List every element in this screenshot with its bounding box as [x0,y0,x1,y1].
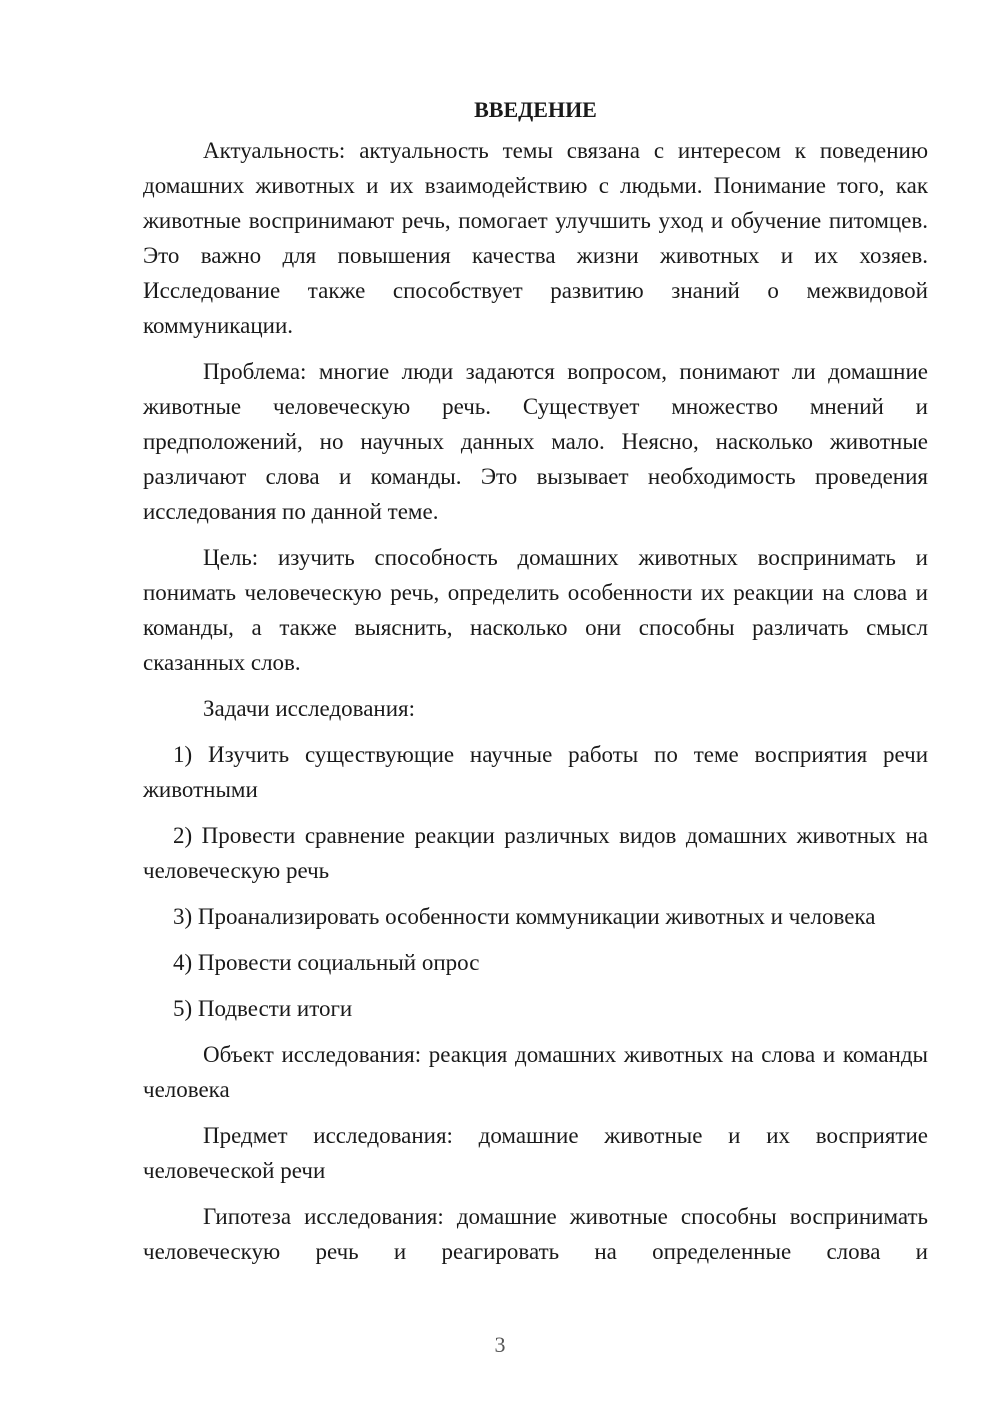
task-item-1: 1) Изучить существующие научные работы по теме восприятия речи животными [143,742,928,802]
page-number: 3 [494,1332,506,1357]
hypothesis-paragraph: Гипотеза исследования: домашние животные способны воспринимать человеческую речь и реагировать на определенные слова и [143,1204,928,1264]
task-item-2: 2) Провести сравнение реакции различных видов домашних животных на человеческую речь [143,823,928,883]
problem-paragraph: Проблема: многие люди задаются вопросом, понимают ли домашние животные человеческую речь. Существует множество мнений и предположений, но научных данных мало. Неясно, насколько животные различают слова и команды. Это вызывает необходимость проведения исследования по данной теме. [143,359,928,524]
section-heading: ВВЕДЕНИЕ [474,97,597,122]
goal-paragraph: Цель: изучить способность домашних животных воспринимать и понимать человеческую речь, определить особенности их реакции на слова и команды, а также выяснить, насколько они способны различать смысл сказанных слов. [143,545,928,675]
task-item-3: 3) Проанализировать особенности коммуникации животных и человека [173,904,876,929]
tasks-title: Задачи исследования: [203,696,416,721]
page-body [143,92,928,1280]
task-item-4: 4) Провести социальный опрос [173,950,480,975]
subject-paragraph: Предмет исследования: домашние животные и их восприятие человеческой речи [143,1123,928,1183]
object-paragraph: Объект исследования: реакция домашних животных на слова и команды человека [143,1042,928,1102]
relevance-paragraph: Актуальность: актуальность темы связана с интересом к поведению домашних животных и их взаимодействию с людьми. Понимание того, как животные воспринимают речь, помогает улучшить уход и обучение питомцев. Это важно для повышения качества жизни животных и их хозяев. Исследование также способствует развитию знаний о межвидовой коммуникации. [143,138,928,338]
task-item-5: 5) Подвести итоги [173,996,353,1021]
